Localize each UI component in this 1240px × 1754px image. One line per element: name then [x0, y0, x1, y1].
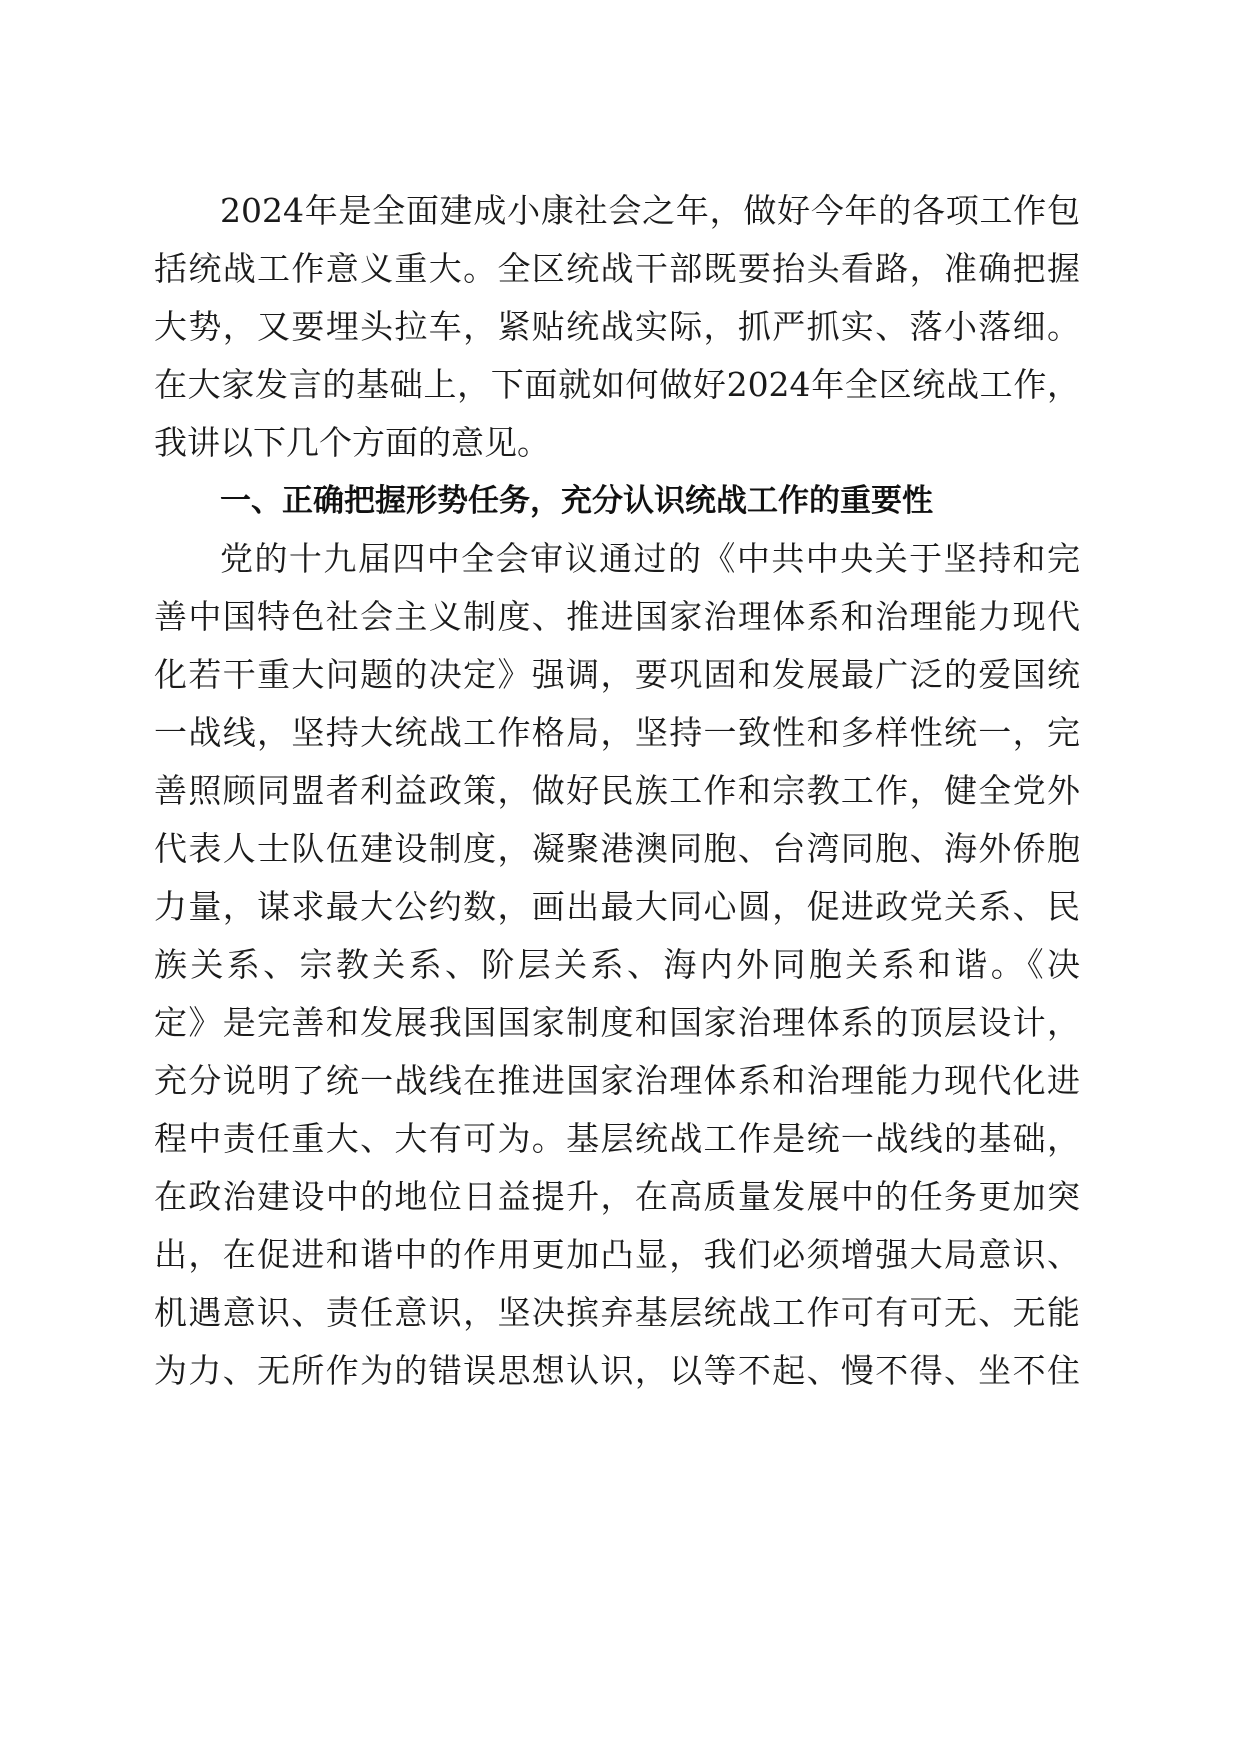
paragraph-intro — [154, 182, 1080, 472]
paragraph-line: 力量，谋求最大公约数，画出最大同心圆，促进政党关系、民 — [154, 887, 1080, 926]
document-body — [154, 182, 1080, 1400]
paragraph-line: 定》是完善和发展我国国家制度和国家治理体系的顶层设计， — [154, 1003, 1080, 1042]
paragraph-line: 充分说明了统一战线在推进国家治理体系和治理能力现代化进 — [154, 1061, 1080, 1100]
paragraph-line: 一战线，坚持大统战工作格局，坚持一致性和多样性统一，完 — [154, 713, 1080, 752]
section-heading: 一、正确把握形势任务，充分认识统战工作的重要性 — [220, 483, 933, 519]
paragraph-line: 善中国特色社会主义制度、推进国家治理体系和治理能力现代 — [154, 597, 1080, 636]
paragraph-line: 出，在促进和谐中的作用更加凸显，我们必须增强大局意识、 — [154, 1235, 1080, 1274]
paragraph-line: 代表人士队伍建设制度，凝聚港澳同胞、台湾同胞、海外侨胞 — [154, 829, 1080, 868]
paragraph-section-1 — [154, 530, 1080, 1400]
paragraph-line: 大势，又要埋头拉车，紧贴统战实际，抓严抓实、落小落细。 — [154, 307, 1080, 346]
paragraph-line: 化若干重大问题的决定》强调，要巩固和发展最广泛的爱国统 — [154, 655, 1080, 694]
paragraph-line: 在政治建设中的地位日益提升，在高质量发展中的任务更加突 — [154, 1177, 1080, 1216]
paragraph-line: 为力、无所作为的错误思想认识，以等不起、慢不得、坐不住 — [154, 1351, 1080, 1390]
paragraph-line: 2024年是全面建成小康社会之年，做好今年的各项工作包 — [220, 191, 1080, 230]
paragraph-line: 善照顾同盟者利益政策，做好民族工作和宗教工作，健全党外 — [154, 771, 1080, 810]
paragraph-line: 括统战工作意义重大。全区统战干部既要抬头看路，准确把握 — [154, 249, 1080, 288]
paragraph-line: 党的十九届四中全会审议通过的《中共中央关于坚持和完 — [220, 539, 1080, 578]
paragraph-line: 程中责任重大、大有可为。基层统战工作是统一战线的基础， — [154, 1119, 1080, 1158]
paragraph-line: 族关系、宗教关系、阶层关系、海内外同胞关系和谐。《决 — [154, 945, 1080, 984]
paragraph-line: 机遇意识、责任意识，坚决摈弃基层统战工作可有可无、无能 — [154, 1293, 1080, 1332]
paragraph-line: 我讲以下几个方面的意见。 — [154, 423, 550, 462]
paragraph-line: 在大家发言的基础上，下面就如何做好2024年全区统战工作， — [154, 365, 1080, 404]
